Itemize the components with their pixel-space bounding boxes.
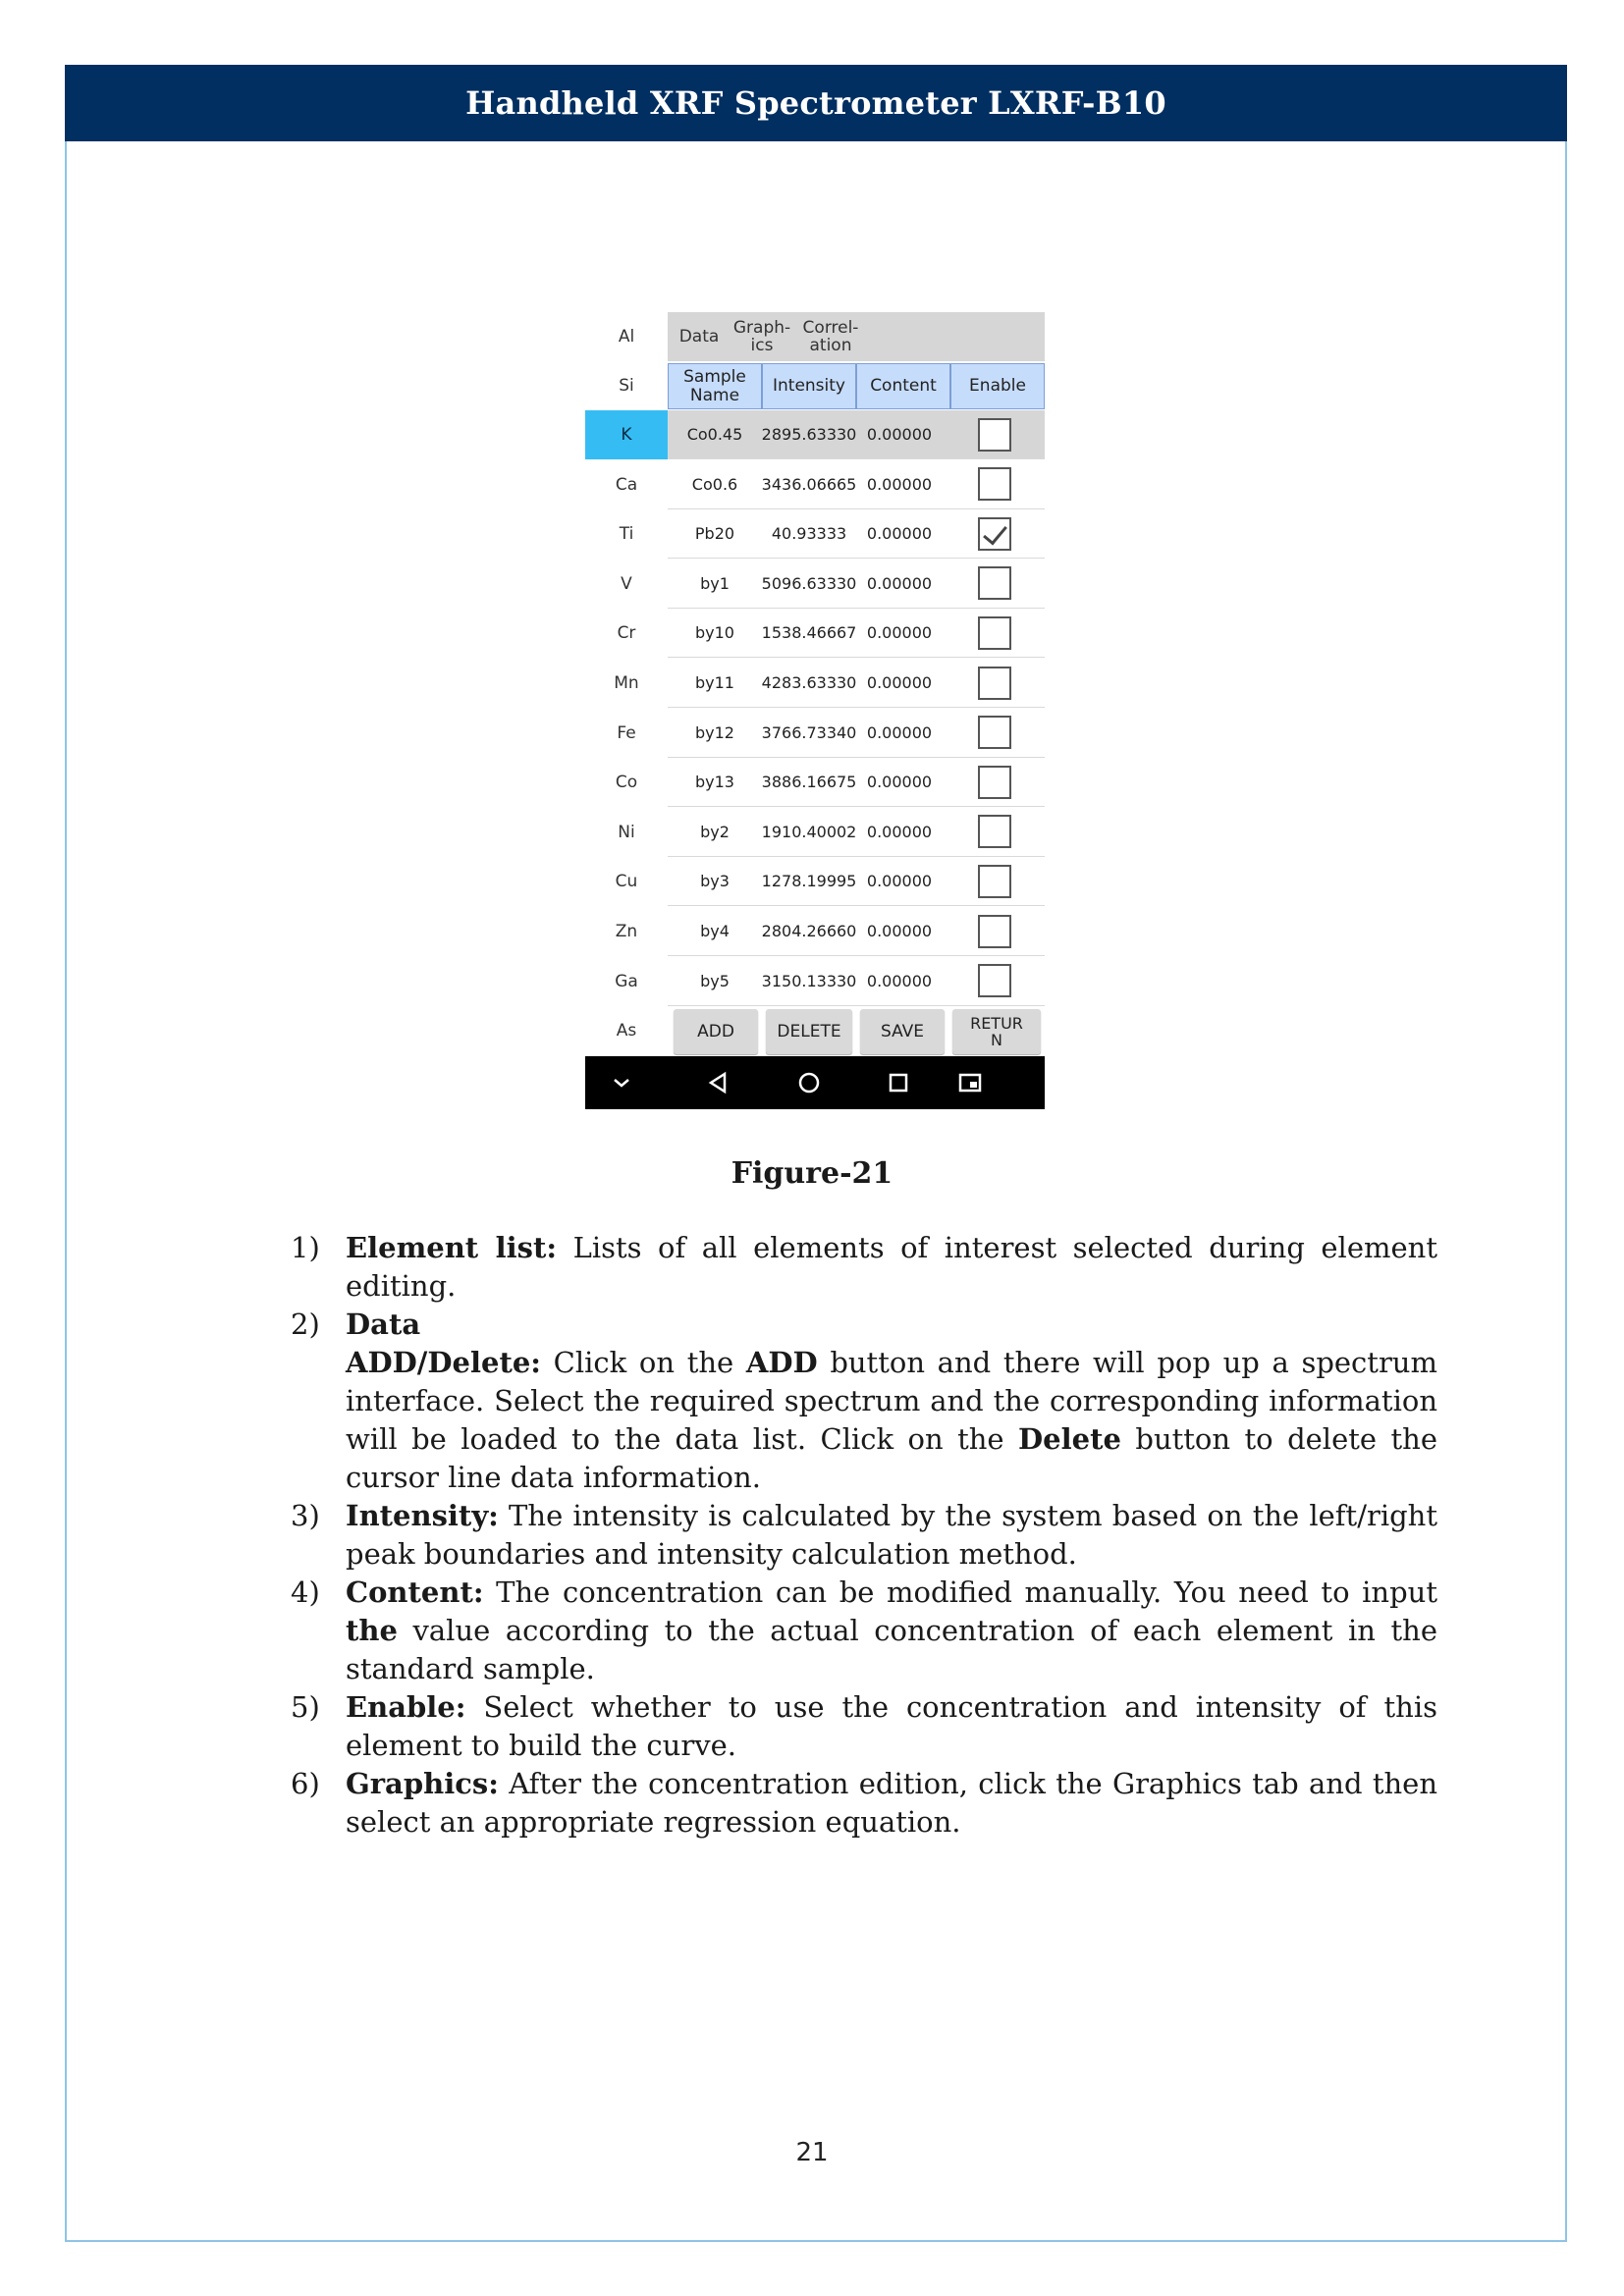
element-item-v[interactable]: V — [621, 573, 632, 594]
cell-intensity: 1278.19995 — [761, 872, 857, 891]
cell-intensity: 2804.26660 — [761, 922, 857, 940]
tab-data[interactable]: Data — [678, 327, 720, 347]
cell-sample-name: by11 — [695, 673, 734, 692]
return-button[interactable]: RETUR N — [952, 1009, 1041, 1054]
list-item-graphics — [291, 1765, 1437, 1842]
cell-enable — [945, 460, 1045, 508]
cell-intensity: 3766.73340 — [761, 722, 857, 742]
cell-content[interactable]: 0.00000 — [866, 573, 933, 593]
enable-checkbox[interactable] — [978, 467, 1011, 501]
item-number: 1) — [291, 1231, 320, 1264]
cell-intensity: 3886.16675 — [761, 773, 857, 792]
element-item-mn[interactable]: Mn — [614, 673, 639, 693]
item-text: button to delete the cursor line data information. — [346, 1422, 1437, 1494]
element-item-al[interactable]: Al — [618, 327, 635, 347]
cell-sample-name: by2 — [700, 822, 730, 841]
enable-checkbox[interactable] — [978, 815, 1011, 848]
cell-content[interactable]: 0.00000 — [866, 971, 933, 990]
cell-enable — [945, 907, 1045, 955]
page-title: Handheld XRF Spectrometer LXRF-B10 — [465, 84, 1166, 122]
item-text: After the concentration edition, click the Graphics tab and then select an appropriate regression equation. — [346, 1767, 1437, 1839]
cell-enable — [945, 957, 1045, 1005]
cell-content[interactable]: 0.00000 — [866, 872, 933, 891]
enable-checkbox[interactable] — [978, 716, 1011, 749]
cell-content[interactable]: 0.00000 — [866, 673, 933, 692]
tab-graphics[interactable]: Graph- ics — [732, 318, 791, 355]
element-item-ni[interactable]: Ni — [618, 822, 635, 842]
screenshot-icon[interactable] — [946, 1056, 995, 1109]
enable-checkbox[interactable] — [978, 667, 1011, 700]
item-number: 6) — [291, 1767, 320, 1800]
back-icon[interactable] — [693, 1056, 742, 1109]
chevron-down-icon[interactable] — [597, 1056, 646, 1109]
home-icon[interactable] — [785, 1056, 834, 1109]
column-header-enable: Enable — [950, 363, 1045, 409]
table-row[interactable] — [668, 460, 1045, 509]
element-item-co[interactable]: Co — [615, 773, 638, 793]
item-term: Graphics: — [346, 1767, 499, 1800]
element-item-ca[interactable]: Ca — [615, 474, 638, 495]
item-number: 3) — [291, 1499, 320, 1532]
enable-checkbox[interactable] — [978, 566, 1011, 600]
app-screenshot — [585, 312, 1045, 1109]
element-item-ga[interactable]: Ga — [615, 971, 638, 991]
element-list — [585, 312, 668, 1056]
cell-enable — [945, 609, 1045, 657]
item-text: Lists of all elements of interest selected during element editing. — [346, 1231, 1437, 1303]
cell-sample-name: by13 — [695, 773, 734, 792]
cell-intensity: 3150.13330 — [761, 971, 857, 990]
element-item-as[interactable]: As — [616, 1021, 637, 1041]
item-number: 5) — [291, 1690, 320, 1724]
add-button[interactable]: ADD — [674, 1009, 758, 1054]
enable-checkbox[interactable] — [978, 964, 1011, 997]
enable-checkbox[interactable] — [978, 766, 1011, 799]
element-item-cr[interactable]: Cr — [617, 623, 636, 644]
column-header-intensity: Intensity — [762, 363, 856, 409]
cell-sample-name: by5 — [700, 971, 730, 990]
element-item-k[interactable]: K — [585, 410, 668, 459]
cell-enable — [945, 659, 1045, 707]
table-row[interactable] — [668, 509, 1045, 559]
cell-sample-name: by10 — [695, 623, 734, 643]
item-term: ADD — [745, 1346, 818, 1379]
table-row[interactable] — [668, 957, 1045, 1006]
table-row[interactable] — [668, 709, 1045, 758]
cell-content[interactable]: 0.00000 — [866, 425, 933, 444]
cell-intensity: 3436.06665 — [761, 474, 857, 494]
list-item-element-list — [291, 1229, 1437, 1306]
figure-caption: Figure-21 — [731, 1156, 893, 1191]
item-term: ADD/Delete: — [346, 1346, 542, 1379]
cell-intensity: 5096.63330 — [761, 573, 857, 593]
cell-sample-name: by4 — [700, 922, 730, 940]
column-header-sample-name: Sample Name — [668, 363, 762, 409]
cell-enable — [945, 758, 1045, 806]
cell-enable — [945, 560, 1045, 608]
list-item-add-delete — [291, 1344, 1437, 1497]
cell-intensity: 40.93333 — [771, 524, 847, 544]
table-row[interactable] — [668, 609, 1045, 658]
cell-intensity: 4283.63330 — [761, 673, 857, 692]
cell-enable — [945, 808, 1045, 856]
recents-icon[interactable] — [874, 1056, 923, 1109]
column-header-content: Content — [856, 363, 950, 409]
table-row[interactable] — [668, 659, 1045, 708]
item-text: value according to the actual concentration of each element in the standard sample. — [346, 1614, 1437, 1685]
cell-intensity: 1538.46667 — [761, 623, 857, 643]
table-row[interactable] — [668, 560, 1045, 609]
cell-intensity: 2895.63330 — [761, 425, 857, 444]
table-row[interactable] — [668, 410, 1045, 459]
item-term: Data — [346, 1308, 421, 1341]
cell-enable — [945, 509, 1045, 558]
cell-sample-name: Co0.6 — [691, 474, 738, 494]
item-number: 2) — [291, 1308, 320, 1341]
enable-checkbox[interactable] — [978, 418, 1011, 452]
cell-enable — [945, 709, 1045, 757]
item-term: Intensity: — [346, 1499, 499, 1532]
list-item-intensity — [291, 1497, 1437, 1574]
cell-content[interactable]: 0.00000 — [866, 524, 933, 544]
enable-checkbox[interactable] — [978, 915, 1011, 948]
enable-checkbox[interactable] — [978, 865, 1011, 898]
delete-button[interactable]: DELETE — [766, 1009, 852, 1054]
item-term: Content: — [346, 1575, 484, 1609]
cell-content[interactable]: 0.00000 — [866, 722, 933, 742]
table-row[interactable] — [668, 758, 1045, 807]
cell-sample-name: Pb20 — [694, 524, 735, 544]
list-item-enable — [291, 1688, 1437, 1765]
enable-checkbox[interactable] — [978, 616, 1011, 650]
element-item-si[interactable]: Si — [619, 376, 634, 396]
item-text: Select whether to use the concentration and intensity of this element to build the curve. — [346, 1690, 1437, 1762]
element-item-zn[interactable]: Zn — [615, 922, 638, 941]
cell-sample-name: Co0.45 — [686, 425, 743, 444]
item-text: button and there will pop up a spectrum interface. Select the required spectrum and the corresponding information will be loaded to the data list. Click on the — [346, 1346, 1437, 1456]
element-item-fe[interactable]: Fe — [617, 722, 636, 743]
element-item-cu[interactable]: Cu — [615, 872, 638, 892]
item-term: Enable: — [346, 1690, 466, 1724]
save-button[interactable]: SAVE — [860, 1009, 945, 1054]
item-term: Element list: — [346, 1231, 558, 1264]
cell-sample-name: by12 — [695, 722, 734, 742]
table-row[interactable] — [668, 857, 1045, 906]
header-bar — [65, 65, 1567, 141]
enable-checkbox[interactable] — [978, 517, 1011, 551]
cell-sample-name: by3 — [700, 872, 730, 891]
cell-content[interactable]: 0.00000 — [866, 474, 933, 494]
cell-content[interactable]: 0.00000 — [866, 773, 933, 792]
item-term: Delete — [1018, 1422, 1121, 1456]
list-item-content — [291, 1574, 1437, 1688]
page-number: 21 — [795, 2138, 829, 2167]
item-text: The intensity is calculated by the system based on the left/right peak boundaries and intensity calculation method. — [346, 1499, 1437, 1571]
table-row[interactable] — [668, 808, 1045, 857]
cell-enable — [945, 857, 1045, 905]
item-text: Click on the — [541, 1346, 746, 1379]
cell-content[interactable]: 0.00000 — [866, 922, 933, 940]
element-item-ti[interactable]: Ti — [619, 524, 634, 545]
list-item-data — [291, 1306, 1437, 1344]
table-row[interactable] — [668, 907, 1045, 956]
android-nav-bar — [585, 1056, 1045, 1109]
item-number: 4) — [291, 1575, 320, 1609]
cell-content[interactable]: 0.00000 — [866, 822, 933, 841]
cell-intensity: 1910.40002 — [761, 822, 857, 841]
cell-content[interactable]: 0.00000 — [866, 623, 933, 643]
cell-sample-name: by1 — [700, 573, 730, 593]
item-term: the — [346, 1614, 398, 1647]
description-list — [291, 1229, 1437, 1842]
tab-correlation[interactable]: Correl- ation — [802, 318, 859, 355]
cell-enable — [945, 410, 1045, 458]
item-text: The concentration can be modified manually. You need to input — [483, 1575, 1437, 1609]
